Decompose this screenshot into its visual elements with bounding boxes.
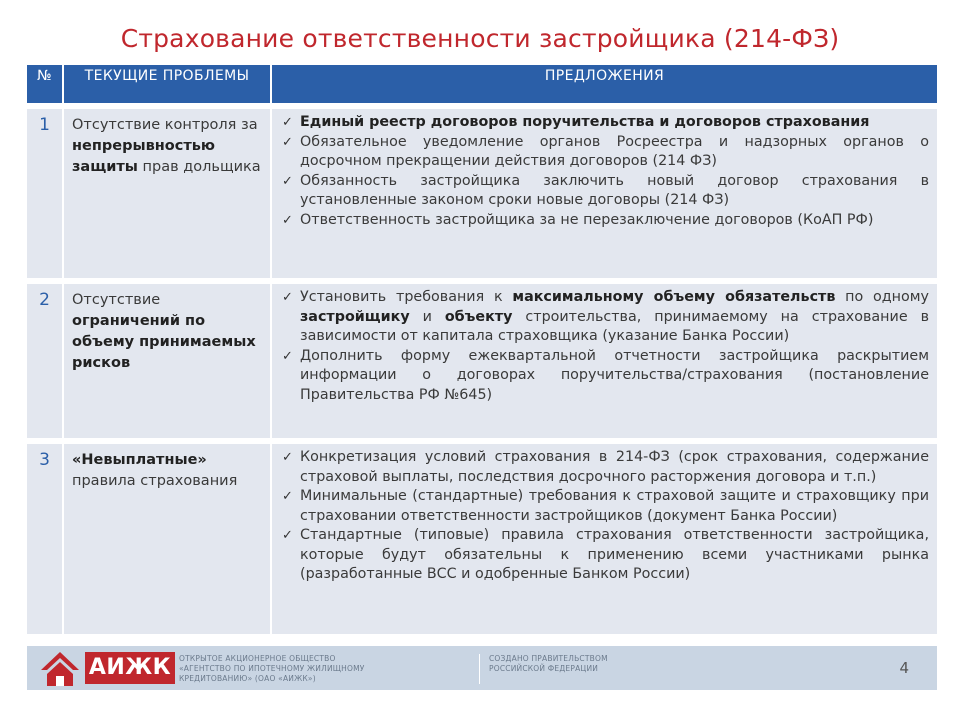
problem-text: Отсутствие [72,292,161,308]
check-icon: ✓ [282,348,293,364]
org-line: «АГЕНТСТВО ПО ИПОТЕЧНОМУ ЖИЛИЩНОМУ [179,664,365,673]
logo-text: АИЖК [85,652,175,684]
org-line: КРЕДИТОВАНИЮ» (ОАО «АИЖК») [179,674,316,683]
proposal-item [280,487,929,526]
header-proposals: ПРЕДЛОЖЕНИЯ [270,65,937,103]
proposal-text: Дополнить форму ежеквартальной отчетности застройщика раскрытием информации о договорах поручительства/страхования (постановление Правительства РФ №645) [300,347,929,403]
check-icon: ✓ [282,134,293,150]
created-line: РОССИЙСКОЙ ФЕДЕРАЦИИ [489,664,599,673]
proposal-text: Обязанность застройщика заключить новый договор страхования в установленные законом сроки новые договоры (214 ФЗ) [300,172,929,208]
proposal-text: Обязательное уведомление органов Росреестра и надзорных органов о досрочном прекращении действия договоров (214 ФЗ) [300,133,929,169]
proposal-bold-text: Единый реестр договоров поручительства и договоров страхования [300,114,870,130]
page-number: 4 [899,659,909,677]
problem-text: правила страхования [72,473,238,489]
check-icon: ✓ [282,115,293,130]
row-number: 1 [27,103,62,278]
proposals-list [280,113,929,230]
proposal-item [280,211,929,231]
header-number: № [27,65,62,103]
problem-cell [62,103,270,278]
table-row [27,103,937,278]
proposal-text: и [409,308,445,325]
check-icon: ✓ [282,212,293,228]
check-icon: ✓ [282,528,293,543]
problem-text: Отсутствие контроля за [72,117,258,133]
proposals-cell [270,278,937,438]
proposals-table [27,65,937,634]
proposal-text: строительства, принимаемому на страхование в зависимости от капитала страховщика (указание Банка России) [300,308,929,344]
created-by-note [489,654,608,674]
footer-divider [479,654,480,684]
row-number: 2 [27,278,62,438]
proposal-item [280,113,929,133]
slide-title: Страхование ответственности застройщика (214-ФЗ) [120,24,840,53]
problem-bold-text: непрерывностью защиты [72,138,215,175]
aizhk-logo-icon [39,650,81,688]
problem-bold-text: «Невыплатные» [72,452,207,468]
proposal-text: Конкретизация условий страхования в 214-ФЗ (срок страхования, содержание страховой выплаты, последствия досрочного расторжения договора и т.п.) [300,449,929,485]
proposal-item [280,133,929,172]
proposal-bold-text: застройщику [300,308,410,325]
proposals-list [280,288,929,405]
proposal-text: по одному [835,289,930,305]
proposals-cell [270,103,937,278]
proposal-bold-text: объекту [444,308,513,325]
header-problems: ТЕКУЩИЕ ПРОБЛЕМЫ [62,65,270,103]
proposal-item [280,526,929,585]
check-icon: ✓ [282,173,293,189]
table-row [27,278,937,438]
proposal-item [280,448,929,487]
created-line: СОЗДАНО ПРАВИТЕЛЬСТВОМ [489,654,608,663]
proposal-item [280,347,929,406]
row-number: 3 [27,438,62,634]
problem-cell [62,438,270,634]
proposals-list [280,448,929,585]
organization-name [179,654,365,684]
problem-bold-text: ограничений по объему принимаемых рисков [72,313,256,371]
check-icon: ✓ [282,489,293,504]
proposal-item [280,288,929,347]
proposal-text: Минимальные (стандартные) требования к страховой защите и страховщику при страховании ответственности застройщиков (документ Банка России) [300,488,929,524]
proposal-text: Стандартные (типовые) правила страхования ответственности застройщика, которые будут обязательны к применению всеми участниками рынка (разработанные ВСС и одобренные Банком России) [300,527,929,582]
problem-cell [62,278,270,438]
check-icon: ✓ [282,450,293,465]
org-line: ОТКРЫТОЕ АКЦИОНЕРНОЕ ОБЩЕСТВО [179,654,336,663]
footer-bar [27,646,937,690]
table-row [27,438,937,634]
proposals-cell [270,438,937,634]
proposal-text: Ответственность застройщика за не перезаключение договоров (КоАП РФ) [300,211,874,228]
check-icon: ✓ [282,290,293,305]
proposal-bold-text: максимальному объему обязательств [512,289,836,305]
table-header-row [27,65,937,103]
proposal-text: Установить требования к [300,289,513,305]
problem-text: прав дольщика [137,159,261,175]
proposal-item [280,172,929,211]
